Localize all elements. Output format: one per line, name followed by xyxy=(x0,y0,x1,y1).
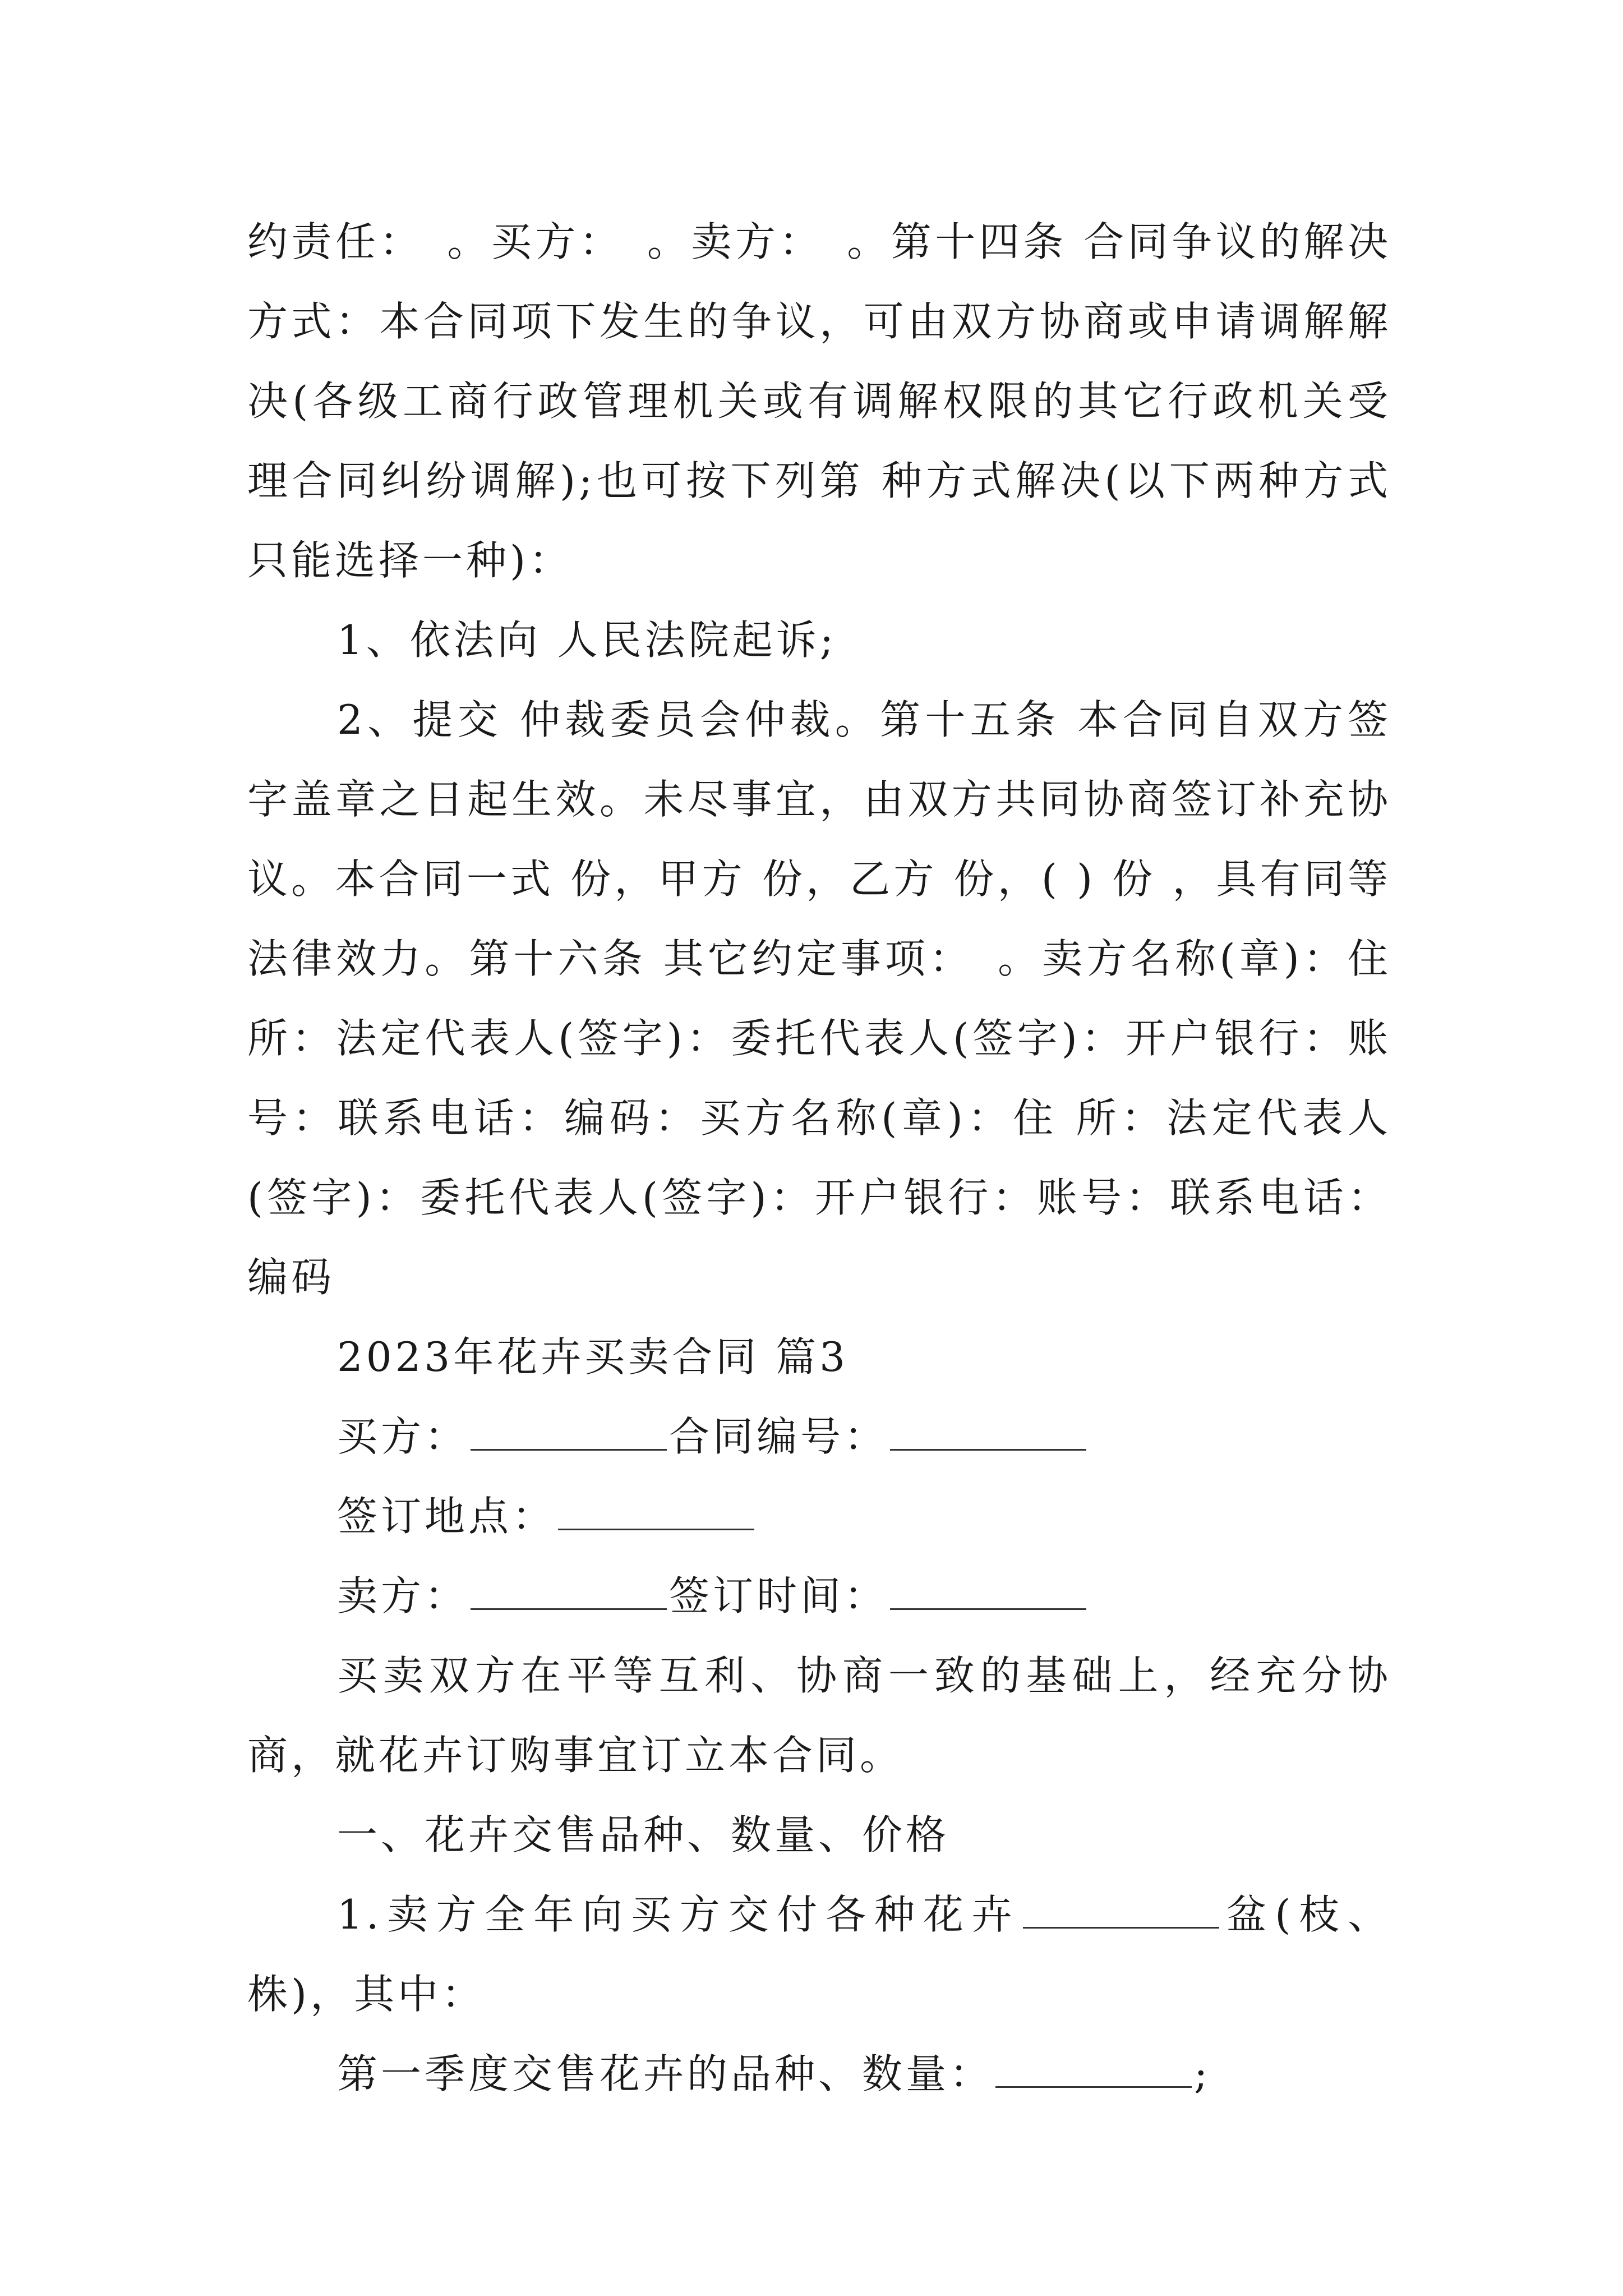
document-body xyxy=(247,202,1408,2114)
sign-place-line xyxy=(247,1476,1391,1556)
seller-time-line xyxy=(247,1556,1391,1636)
paragraph-court-option: 1、依法向 人民法院起诉; xyxy=(337,616,837,664)
sign-place-blank xyxy=(558,1495,754,1530)
sign-place-label: 签订地点： xyxy=(337,1493,556,1540)
sign-time-label: 签订时间： xyxy=(669,1572,888,1619)
clause1-prefix: 1.卖方全年向买方交付各种花卉 xyxy=(337,1891,1021,1938)
contract-no-label: 合同编号： xyxy=(669,1413,888,1460)
contract-no-blank xyxy=(890,1415,1086,1451)
clause-annual-delivery xyxy=(247,1875,1391,2034)
q1-blank xyxy=(995,2053,1192,2088)
buyer-label: 买方： xyxy=(337,1413,469,1460)
heading-varieties-quantity-price: 一、花卉交售品种、数量、价格 xyxy=(337,1811,950,1858)
q1-line xyxy=(247,2034,1391,2114)
clause1-suffix: 盆(枝、株)，其中： xyxy=(247,1891,1391,2018)
seller-blank xyxy=(471,1575,667,1610)
sign-time-blank xyxy=(890,1575,1086,1610)
buyer-blank xyxy=(471,1415,667,1451)
paragraph-intro: 买卖双方在平等互利、协商一致的基础上，经充分协商，就花卉订购事宜订立本合同。 xyxy=(247,1652,1391,1779)
paragraph-dispute-resolution: 约责任： 。买方： 。卖方： 。第十四条 合同争议的解决方式：本合同项下发生的争议，可由双方协商或申请调解解决(各级工商行政管理机关或有调解权限的其它行政机关受理合同纠纷调解);也可按下列第 种方式解决(以下两种方式只能选择一种)： xyxy=(247,218,1391,584)
seller-label: 卖方： xyxy=(337,1572,469,1619)
buyer-contract-line xyxy=(247,1397,1391,1476)
q1-label: 第一季度交售花卉的品种、数量： xyxy=(337,2050,994,2097)
annual-quantity-blank xyxy=(1023,1893,1219,1929)
section-title: 2023年花卉买卖合同 篇3 xyxy=(337,1333,849,1381)
q1-suffix: ; xyxy=(1194,2050,1211,2097)
paragraph-arbitration-and-signatures: 2、提交 仲裁委员会仲裁。第十五条 本合同自双方签字盖章之日起生效。未尽事宜，由双方共同协商签订补充协议。本合同一式 份，甲方 份，乙方 份，( ) 份 ，具有同等法律效力。第十六条 其它约定事项： 。卖方名称(章)：住 所：法定代表人(签字)：委托代表人(签字)：开户银行：账号：联系电话：编码：买方名称(章)：住 所：法定代表人(签字)：委托代表人(签字)：开户银行：账号：联系电话：编码 xyxy=(247,696,1408,1301)
